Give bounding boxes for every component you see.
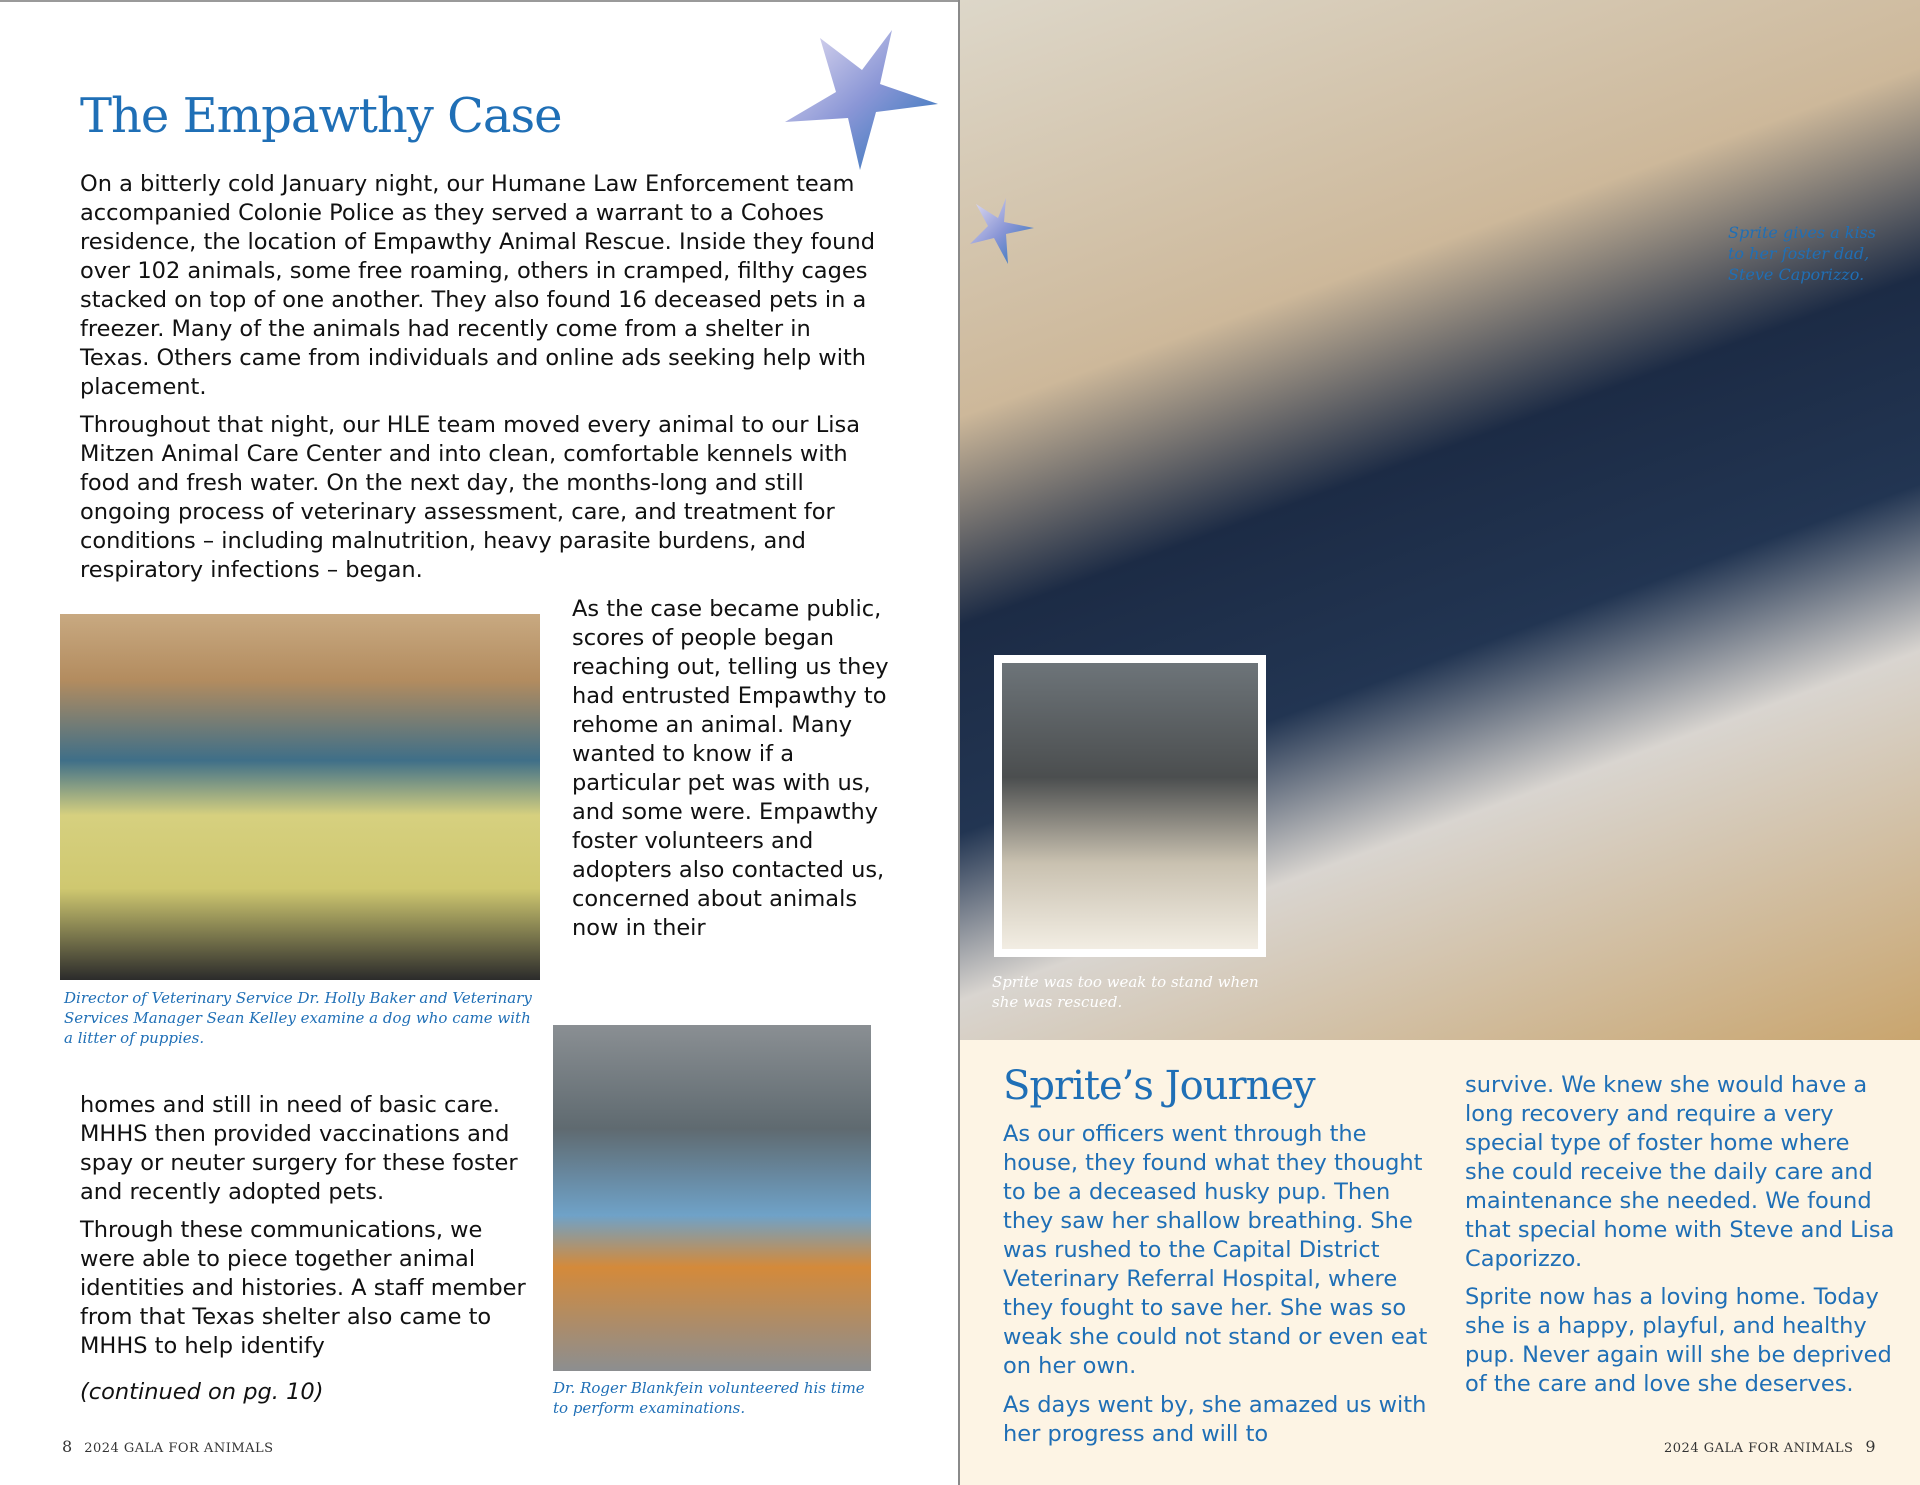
section-paragraph: As days went by, she amazed us with her progress and will to [1003, 1392, 1427, 1447]
page-footer [62, 1437, 274, 1456]
photo-vet-examining-cat [553, 1025, 871, 1371]
star-icon [966, 196, 1036, 266]
continued-note [80, 1378, 540, 1407]
inset-photo-image [1002, 663, 1258, 949]
article-paragraph: homes and still in need of basic care. MHHS then provided vaccinations and spay or neuter surgery for these foster and recently adopted pets. [80, 1092, 518, 1205]
photo-caption: Sprite gives a kiss to her foster dad, Steve Caporizzo. [1728, 223, 1876, 284]
photo-caption: Dr. Roger Blankfein volunteered his time to perform examinations. [553, 1379, 865, 1417]
photo-veterinarians-examining-dog [60, 614, 540, 980]
publication-label: 2024 GALA FOR ANIMALS [1664, 1441, 1854, 1456]
star-icon [770, 22, 950, 172]
article-paragraph: Through these communications, we were able to piece together animal identities and histories. A staff member from that Texas shelter also came to MHHS to help identify [80, 1217, 526, 1359]
photo-caption: Director of Veterinary Service Dr. Holly Baker and Veterinary Services Manager Sean Kelley examine a dog who came with a litter of puppies. [64, 989, 532, 1047]
page-number: 9 [1865, 1437, 1876, 1456]
top-rule [0, 0, 958, 2]
article-title: The Empawthy Case [80, 88, 562, 144]
article-paragraph: As the case became public, scores of people began reaching out, telling us they had entrusted Empawthy to rehome an animal. Many wanted to know if a particular pet was with us, and some were. Empawthy foster volunteers and adopters also contacted us, concerned about animals now in their [572, 596, 889, 941]
photo-sprite-at-rescue [994, 655, 1266, 957]
left-page [0, 0, 958, 1485]
section-paragraph: Sprite now has a loving home. Today she is a happy, playful, and healthy pup. Never again will she be deprived of the care and love she deserves. [1465, 1284, 1892, 1397]
article-paragraph: Throughout that night, our HLE team moved every animal to our Lisa Mitzen Animal Care Center and into clean, comfortable kennels with food and fresh water. On the next day, the months-long and still ongoing process of veterinary assessment, care, and treatment for conditions – including malnutrition, heavy parasite burdens, and respiratory infections – began. [80, 412, 860, 583]
publication-label: 2024 GALA FOR ANIMALS [84, 1441, 274, 1456]
photo-caption: Sprite was too weak to stand when she was rescued. [992, 973, 1259, 1011]
section-paragraph: survive. We knew she would have a long recovery and require a very special type of foster home where she could receive the daily care and maintenance she needed. We found that special home with Steve and Lisa Caporizzo. [1465, 1072, 1895, 1272]
page-footer [1664, 1437, 1876, 1456]
page-number: 8 [62, 1437, 73, 1456]
section-paragraph: As our officers went through the house, they found what they thought to be a deceased husky pup. Then they saw her shallow breathing. She was rushed to the Capital District Veterinary Referral Hospital, where they fought to save her. She was so weak she could not stand or even eat on her own. [1003, 1121, 1428, 1379]
article-paragraph: On a bitterly cold January night, our Humane Law Enforcement team accompanied Colonie Police as they served a warrant to a Cohoes residence, the location of Empawthy Animal Rescue. Inside they found over 102 animals, some free roaming, others in cramped, filthy cages stacked on top of one another. They also found 16 deceased pets in a freezer. Many of the animals had recently come from a shelter in Texas. Others came from individuals and online ads seeking help with placement. [80, 171, 875, 400]
section-title: Sprite’s Journey [1003, 1063, 1315, 1109]
continued-text: (continued on pg. 10) [80, 1379, 324, 1405]
